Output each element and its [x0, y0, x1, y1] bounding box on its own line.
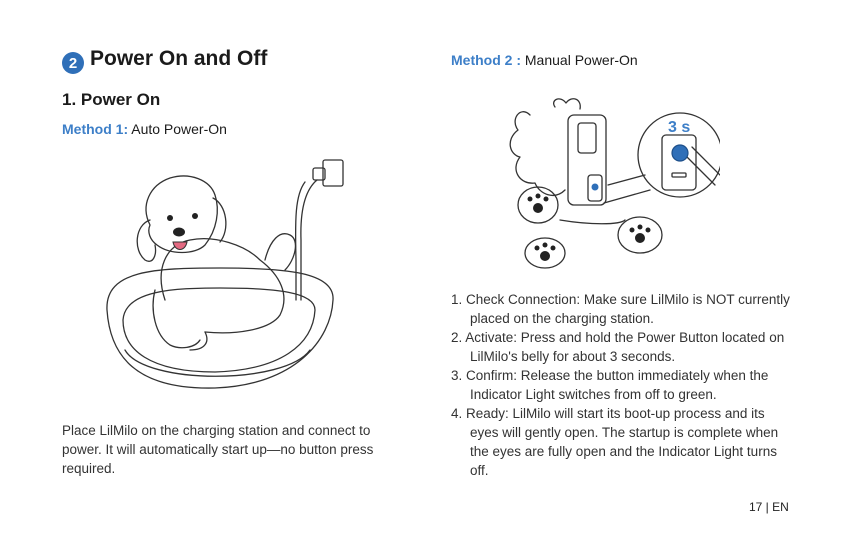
subsection-title: 1. Power On — [62, 90, 161, 109]
dog-on-charging-bed-illustration — [95, 150, 345, 400]
method-1-text: Auto Power-On — [128, 121, 227, 137]
method-1-description: Place LilMilo on the charging station and connect to power. It will automatically start up—no button press required. — [62, 423, 374, 476]
section-number-badge: 2 — [62, 52, 84, 74]
method-2-steps — [451, 290, 796, 480]
section-title: Power On and Off — [90, 47, 268, 70]
list-item: 1. Check Connection: Make sure LilMilo is NOT currently placed on the charging station. — [451, 292, 790, 326]
method-2-text: Manual Power-On — [521, 52, 638, 68]
list-item: 3. Confirm: Release the button immediately when the Indicator Light switches from off to green. — [451, 368, 769, 402]
hold-time-label: 3 s — [668, 119, 691, 136]
method-1-heading — [62, 121, 227, 137]
page-footer: 17 | EN — [749, 500, 789, 514]
list-item: 4. Ready: LilMilo will start its boot-up process and its eyes will gently open. The startup is complete when the eyes are fully open and the Indicator Light turns off. — [451, 406, 779, 478]
method-1-label: Method 1: — [62, 121, 129, 137]
list-item: 2. Activate: Press and hold the Power Button located on LilMilo's belly for about 3 seconds. — [451, 330, 785, 364]
method-2-label: Method 2 : — [451, 52, 521, 68]
method-2-heading — [451, 52, 638, 68]
